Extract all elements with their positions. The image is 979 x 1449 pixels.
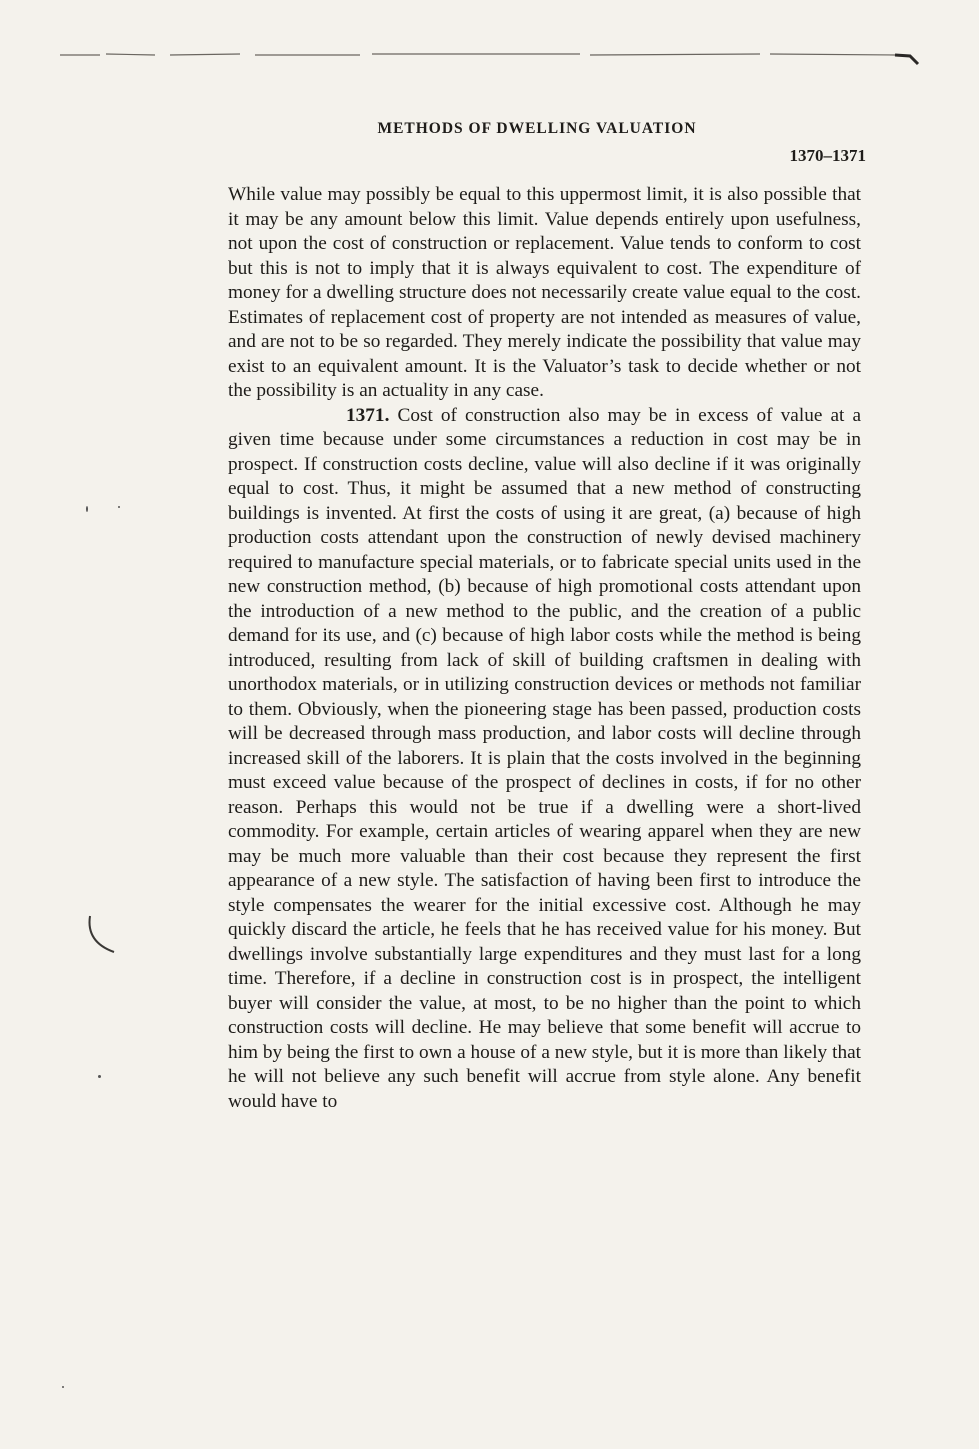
section-number: 1371.	[346, 404, 390, 426]
speck-1	[86, 506, 88, 512]
paragraph-1: While value may possibly be equal to this uppermost limit, it is also possible that it may be any amount below this limit. Value depends entirely upon usefulness, not upon the cost of construction or replacement. Value tends to conform to cost but this is not to imply that it is always equivalent to cost. The expenditure of money for a dwelling structure does not necessarily create value equal to the cost. Estimates of replacement cost of property are not intended as measures of value, and are not to be so regarded. They merely indicate the possibility that value may exist to an equivalent amount. It is the Valuator’s task to decide whether or not the possibility is an actuality in any case.	[228, 184, 861, 401]
main-text	[228, 183, 861, 1114]
paragraph-2	[228, 404, 861, 1115]
speck-2	[118, 506, 120, 508]
speck-3	[98, 1075, 101, 1078]
top-border-rule	[60, 52, 920, 66]
running-head-title: METHODS OF DWELLING VALUATION	[377, 120, 697, 137]
margin-bracket-mark	[84, 912, 120, 962]
paragraph-2-text: Cost of construction also may be in excess of value at a given time because under some circumstances a reduction in cost may be in prospect. If construction costs decline, value will also decline if it was originally equal to cost. Thus, it might be assumed that a new method of constructing buildings is invented. At first the costs of using it are great, (a) because of high production costs attendant upon the construction of newly devised machinery required to manufacture special materials, or to fabricate special units used in the new construction method, (b) because of high promotional costs attendant upon the introduction of a new method to the public, and the creation of a public demand for its use, and (c) because of high labor costs while the method is being introduced, resulting from lack of skill of building craftsmen in dealing with unorthodox materials, or in utilizing construction devices or methods not familiar to them. Obviously, when the pioneering stage has been passed, production costs will be decreased through mass production, and labor costs will decline through increased skill of the laborers. It is plain that the costs involved in the beginning must exceed value because of the prospect of declines in costs, if for no other reason. Perhaps this would not be true if a dwelling were a short-lived commodity. For example, certain articles of wearing apparel when they are new may be much more valuable than their cost because they represent the first appearance of a new style. The satisfaction of having been first to introduce the style compensates the wearer for the initial excessive cost. Although he may quickly discard the article, he feels that he has received value for his money. But dwellings involve substantially large expenditures and they must last for a long time. Therefore, if a decline in construction cost is in prospect, the intelligent buyer will consider the value, at most, to be no higher than the point to which construction costs will decline. He may believe that some benefit will accrue to him by being the first to own a house of a new style, but it is more than likely that he will not believe any such benefit will accrue from style alone. Any benefit would have to	[228, 404, 861, 1112]
section-range: 1370–1371	[789, 146, 866, 165]
speck-4	[62, 1386, 64, 1388]
